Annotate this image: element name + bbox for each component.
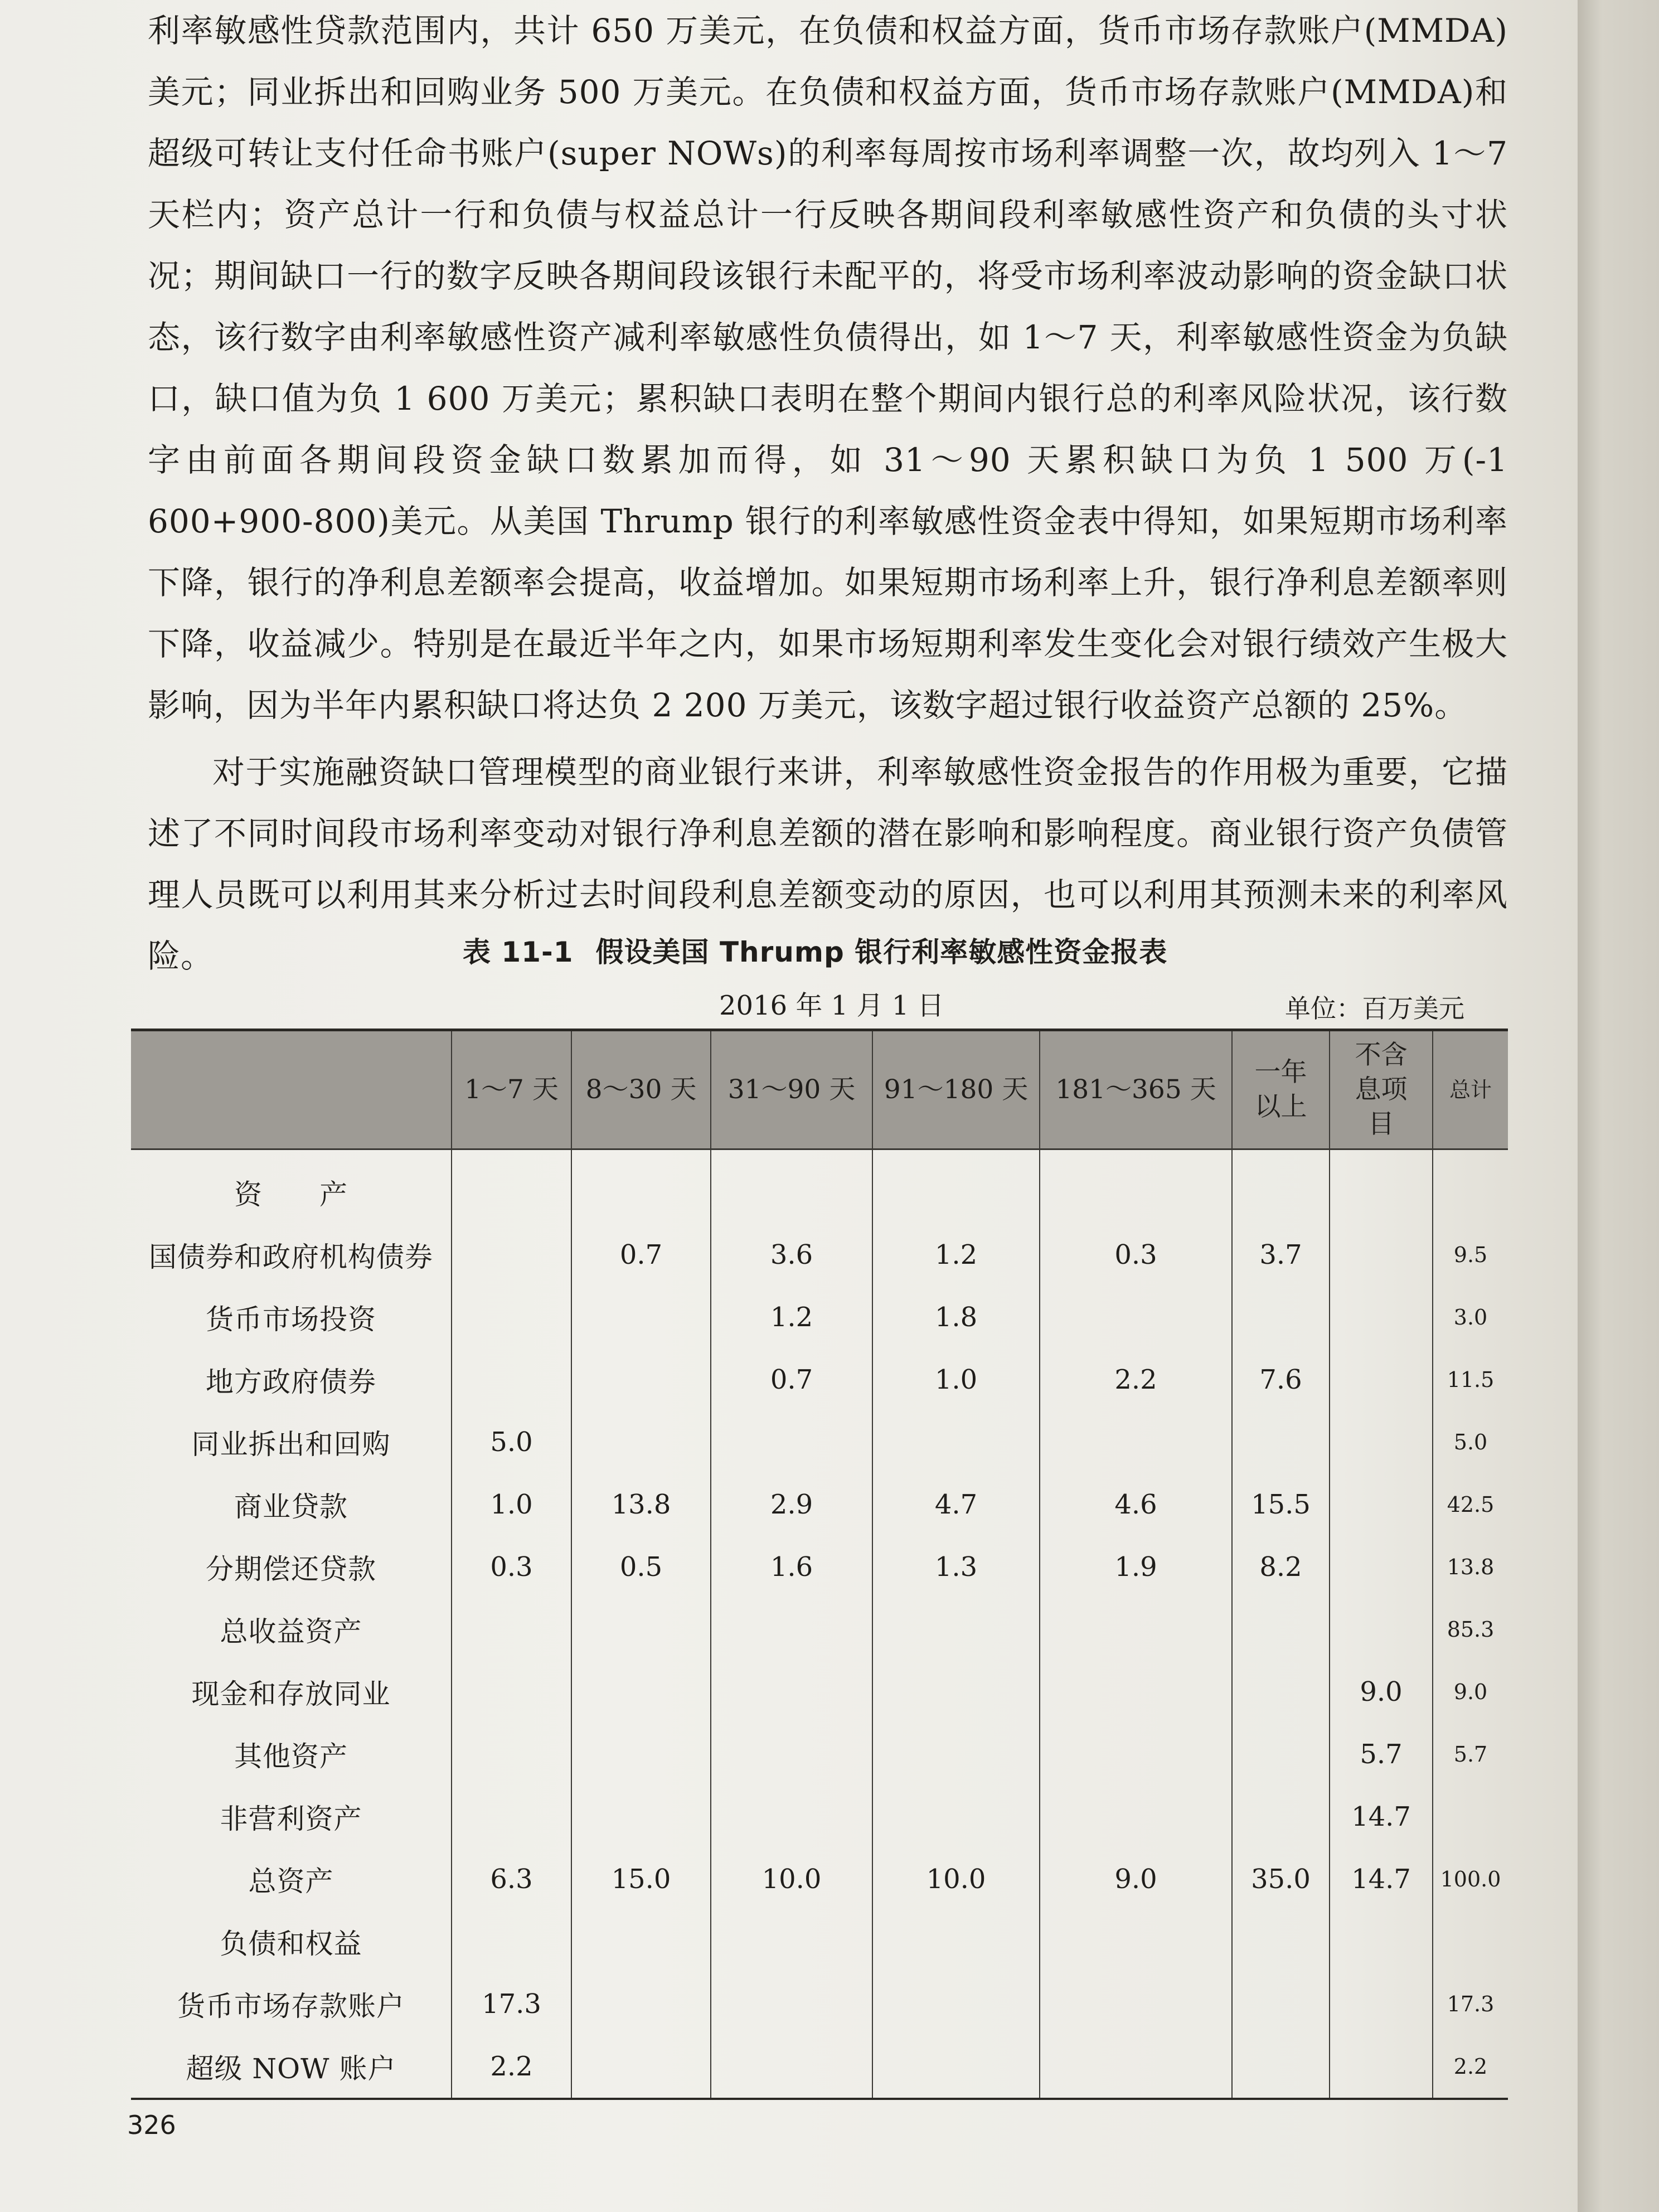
row-label: 现金和存放同业 <box>191 1678 391 1710</box>
table-cell <box>1232 1973 1330 2035</box>
table-cell <box>1433 1910 1508 1973</box>
table-cell: 13.8 <box>571 1473 711 1536</box>
paragraph-1: 利率敏感性贷款范围内，共计 650 万美元，在负债和权益方面，货币市场存款账户(MMDA)美元；同业拆出和回购业务 500 万美元。在负债和权益方面，货币市场存款账户(MMDA)和超级可转让支付任命书账户(super NOWs)的利率每周按市场利率调整一次，故均列入 1～7 天栏内；资产总计一行和负债与权益总计一行反映各期间段利率敏感性资产和负债的头寸状况；期间缺口一行的数字反映各期间段该银行未配平的，将受市场利率波动影响的资金缺口状态，该行数字由利率敏感性资产减利率敏感性负债得出，如 1～7 天，利率敏感性资金为负缺口，缺口值为负 1 600 万美元；累积缺口表明在整个期间内银行总的利率风险状况，该行数字由前面各期间段资金缺口数累加而得，如 31～90 天累积缺口为负 1 500 万(-1 600+900-800)美元。从美国 Thrump 银行的利率敏感性资金表中得知，如果短期市场利率下降，银行的净利息差额率会提高，收益增加。如果短期市场利率上升，银行净利息差额率则下降，收益减少。特别是在最近半年之内，如果市场短期利率发生变化会对银行绩效产生极大影响，因为半年内累积缺口将达负 2 200 万美元，该数字超过银行收益资产总额的 25%。 <box>148 12 1508 724</box>
table-cell: 1.8 <box>872 1286 1040 1348</box>
table-cell <box>571 1723 711 1786</box>
table-caption-number: 表 11-1 <box>463 936 574 968</box>
table-cell: 1.9 <box>1040 1536 1232 1598</box>
table-cell: 0.3 <box>452 1536 571 1598</box>
table-cell <box>1040 1149 1232 1224</box>
table-cell <box>872 1786 1040 1848</box>
table-cell: 10.0 <box>872 1848 1040 1910</box>
table-cell <box>711 1723 872 1786</box>
table-cell: 7.6 <box>1232 1348 1330 1411</box>
table-cell <box>1040 1723 1232 1786</box>
table-cell: 5.7 <box>1330 1723 1433 1786</box>
table-cell <box>452 1661 571 1723</box>
table-cell: 85.3 <box>1433 1598 1508 1661</box>
table-cell <box>1232 1786 1330 1848</box>
table-cell <box>571 1786 711 1848</box>
table-cell: 42.5 <box>1433 1473 1508 1536</box>
table-cell <box>452 1910 571 1973</box>
table-cell <box>1330 1910 1433 1973</box>
table-cell <box>711 1598 872 1661</box>
table-cell <box>452 1224 571 1286</box>
table-cell <box>1232 2035 1330 2098</box>
table-row <box>131 1723 1508 1786</box>
table-cell <box>872 1598 1040 1661</box>
table-cell: 11.5 <box>1433 1348 1508 1411</box>
table-row <box>131 1598 1508 1661</box>
table-row <box>131 1786 1508 1848</box>
table-cell <box>452 1723 571 1786</box>
table-cell <box>872 1411 1040 1473</box>
table-row <box>131 1848 1508 1910</box>
table-cell: 0.7 <box>571 1224 711 1286</box>
table-cell <box>711 2035 872 2098</box>
row-label: 资 产 <box>234 1178 348 1211</box>
table-cell: 14.7 <box>1330 1848 1433 1910</box>
table-cell: 1.0 <box>872 1348 1040 1411</box>
table-cell <box>1040 1786 1232 1848</box>
row-label: 负债和权益 <box>220 1928 362 1960</box>
table-cell <box>571 1973 711 2035</box>
table-row <box>131 1910 1508 1973</box>
table-cell <box>1040 1661 1232 1723</box>
table-cell: 1.2 <box>711 1286 872 1348</box>
table-cell: 9.5 <box>1433 1224 1508 1286</box>
table-cell <box>1330 1598 1433 1661</box>
table-cell: 1.0 <box>452 1473 571 1536</box>
table-cell <box>1232 1910 1330 1973</box>
table-cell: 0.5 <box>571 1536 711 1598</box>
table-cell <box>1330 1473 1433 1536</box>
column-header: 181～365 天 <box>1040 1031 1232 1149</box>
table-cell <box>452 1348 571 1411</box>
table-cell <box>1040 1910 1232 1973</box>
table-cell: 13.8 <box>1433 1536 1508 1598</box>
table-cell <box>872 1149 1040 1224</box>
table-cell <box>1330 2035 1433 2098</box>
table-row <box>131 1286 1508 1348</box>
column-header: 总计 <box>1433 1031 1508 1149</box>
table-cell: 5.7 <box>1433 1723 1508 1786</box>
table-cell <box>452 1286 571 1348</box>
table-cell <box>872 2035 1040 2098</box>
body-text <box>148 0 1508 987</box>
table-cell: 1.3 <box>872 1536 1040 1598</box>
table-cell <box>571 1348 711 1411</box>
table-cell: 15.0 <box>571 1848 711 1910</box>
table-cell <box>1232 1723 1330 1786</box>
table-date: 2016 年 1 月 1 日 <box>719 990 944 1021</box>
row-label: 非营利资产 <box>220 1803 362 1835</box>
table-row <box>131 1348 1508 1411</box>
table-cell <box>872 1910 1040 1973</box>
column-header: 不含息项目 <box>1330 1031 1433 1149</box>
table-cell: 2.2 <box>1040 1348 1232 1411</box>
rate-sensitivity-table <box>131 1029 1508 2100</box>
row-label: 国债券和政府机构债券 <box>149 1241 433 1273</box>
paragraph-2: 对于实施融资缺口管理模型的商业银行来讲，利率敏感性资金报告的作用极为重要，它描述了不同时间段市场利率变动对银行净利息差额的潜在影响和影响程度。商业银行资产负债管理人员既可以利用其来分析过去时间段利息差额变动的原因，也可以利用其预测未来的利率风险。 <box>148 753 1508 975</box>
page-edge <box>1578 0 1659 2212</box>
table-cell: 0.3 <box>1040 1224 1232 1286</box>
table-cell <box>711 1973 872 2035</box>
table-row <box>131 1973 1508 2035</box>
table-cell: 100.0 <box>1433 1848 1508 1910</box>
table-cell: 5.0 <box>1433 1411 1508 1473</box>
row-label: 其他资产 <box>234 1740 348 1773</box>
table-cell: 4.7 <box>872 1473 1040 1536</box>
table-cell <box>872 1723 1040 1786</box>
row-label: 总收益资产 <box>220 1616 362 1648</box>
row-label: 超级 NOW 账户 <box>186 2053 396 2085</box>
row-label: 同业拆出和回购 <box>191 1428 391 1461</box>
table-cell: 3.6 <box>711 1224 872 1286</box>
table-row <box>131 1149 1508 1224</box>
table-cell: 15.5 <box>1232 1473 1330 1536</box>
table-row <box>131 2035 1508 2098</box>
table-cell <box>1040 1411 1232 1473</box>
table-cell <box>571 1910 711 1973</box>
table-cell: 9.0 <box>1330 1661 1433 1723</box>
table-row <box>131 1224 1508 1286</box>
table-row <box>131 1661 1508 1723</box>
table-row <box>131 1411 1508 1473</box>
table-cell <box>1232 1411 1330 1473</box>
table-cell <box>1040 2035 1232 2098</box>
row-label: 地方政府债券 <box>206 1366 376 1398</box>
table-cell <box>1433 1149 1508 1224</box>
table-cell: 5.0 <box>452 1411 571 1473</box>
table-cell <box>452 1149 571 1224</box>
column-header: 8～30 天 <box>571 1031 711 1149</box>
table-cell <box>1232 1598 1330 1661</box>
table-cell <box>711 1910 872 1973</box>
header-blank <box>131 1031 452 1149</box>
table-cell: 17.3 <box>1433 1973 1508 2035</box>
row-label: 商业贷款 <box>234 1491 348 1523</box>
table-cell: 2.2 <box>1433 2035 1508 2098</box>
table-cell <box>452 1598 571 1661</box>
table-cell: 17.3 <box>452 1973 571 2035</box>
table-cell <box>1330 1536 1433 1598</box>
table-cell <box>571 1661 711 1723</box>
table-unit: 单位：百万美元 <box>1285 993 1464 1023</box>
table-cell <box>1232 1661 1330 1723</box>
table-cell <box>1040 1973 1232 2035</box>
table-body <box>131 1149 1508 2098</box>
table-header-row <box>131 1031 1508 1149</box>
table-cell: 6.3 <box>452 1848 571 1910</box>
table-cell <box>1330 1224 1433 1286</box>
table-cell <box>1232 1149 1330 1224</box>
table-cell <box>1040 1598 1232 1661</box>
table-cell <box>711 1661 872 1723</box>
table-cell: 2.9 <box>711 1473 872 1536</box>
table-cell <box>571 1598 711 1661</box>
column-header: 1～7 天 <box>452 1031 571 1149</box>
table-cell <box>571 1286 711 1348</box>
table-cell <box>571 1411 711 1473</box>
table-row <box>131 1473 1508 1536</box>
table-cell: 3.7 <box>1232 1224 1330 1286</box>
table-caption-title: 假设美国 Thrump 银行利率敏感性资金报表 <box>595 936 1168 968</box>
table-cell: 9.0 <box>1040 1848 1232 1910</box>
table-cell: 4.6 <box>1040 1473 1232 1536</box>
table-caption <box>463 930 1167 970</box>
table-row <box>131 1536 1508 1598</box>
page-number: 326 <box>127 2110 176 2140</box>
table-cell <box>1330 1286 1433 1348</box>
row-label: 货币市场存款账户 <box>177 1990 405 2022</box>
column-header: 一年以上 <box>1232 1031 1330 1149</box>
table-cell: 0.7 <box>711 1348 872 1411</box>
table-cell <box>1433 1786 1508 1848</box>
column-header: 91～180 天 <box>872 1031 1040 1149</box>
table-cell: 3.0 <box>1433 1286 1508 1348</box>
table-cell <box>1232 1286 1330 1348</box>
row-label: 货币市场投资 <box>206 1303 376 1336</box>
table-cell: 8.2 <box>1232 1536 1330 1598</box>
table-cell: 2.2 <box>452 2035 571 2098</box>
table-cell <box>1330 1348 1433 1411</box>
table-cell: 1.6 <box>711 1536 872 1598</box>
table-cell <box>711 1149 872 1224</box>
row-label: 总资产 <box>248 1865 334 1898</box>
table-cell <box>571 1149 711 1224</box>
table-cell <box>1330 1149 1433 1224</box>
row-label: 分期偿还贷款 <box>206 1553 376 1585</box>
table-cell <box>1330 1973 1433 2035</box>
table-cell <box>452 1786 571 1848</box>
table-cell: 35.0 <box>1232 1848 1330 1910</box>
table-cell <box>711 1411 872 1473</box>
table-cell <box>872 1973 1040 2035</box>
table-cell <box>1040 1286 1232 1348</box>
table-cell: 1.2 <box>872 1224 1040 1286</box>
table-cell <box>571 2035 711 2098</box>
table-cell: 14.7 <box>1330 1786 1433 1848</box>
table-cell: 9.0 <box>1433 1661 1508 1723</box>
table-cell <box>711 1786 872 1848</box>
table-cell: 10.0 <box>711 1848 872 1910</box>
column-header: 31～90 天 <box>711 1031 872 1149</box>
table-cell <box>1330 1411 1433 1473</box>
table-cell <box>872 1661 1040 1723</box>
